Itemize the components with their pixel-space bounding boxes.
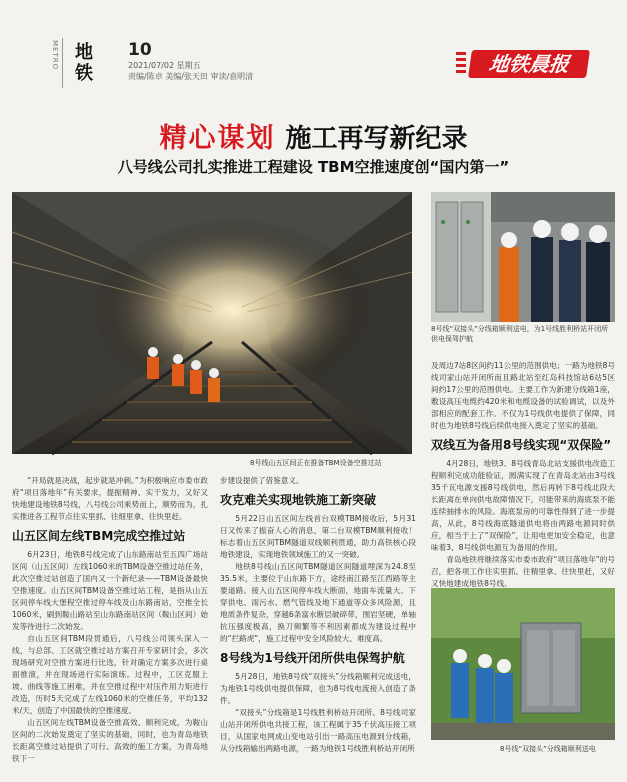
headline-red: 精心谋划 (159, 123, 276, 154)
paragraph: 5月28日，地铁8号线“双接头”分线箱顺利完成送电，为地铁1号线供电提供保障，也为8号线电流接入创造了条件。 (220, 672, 416, 705)
paragraph: 6月23日，地铁8号线完成了山东路南站至五四广场站区间（山五区间）左线1060米的TBM设备空推过站任务，此次空推过站创造了国内又一个新纪录——TBM设备最快空推速度。山五区间TBM设备空推过站工程，是指从山五区间停车线大堡程空推过停车线及山东路南站，空推全长1060米，刷到鞍山路站至山东路南站区间（鞍山区间）始发等待进行二次始发。 (12, 550, 208, 631)
page-number: 10 (128, 40, 152, 60)
paragraph: 4月28日，地铁3、8号线青岛北站支援供电改造工程顺利完成功能验证，圆满实现了在青岛北站由3号线35千瓦电源支援8号线供电，然后再转下8号线北段大长距离在单向供电故障情况下，可能带来的海底泵不能连续抽排水的风险。海底泵房的可靠性得到了进一步提高，从此，8号线海底隧道供电将由两路电源同时供应，相当于上了“双保险”，让用电更加安全稳定，也意味着3、8号线供电源互为备用的作用。 (431, 459, 615, 552)
paragraph: 地铁8号线山五区间TBM隧道区间隧道埋深为24.8至35.5米，主要位于山东路下方，途经南江路至江西路等主要道路。接入山五区间停车线大断面，地面车流量大。下穿供电、雨污水、燃气管线及地下通道等众多风险源，且地质条件复杂，穿越6条富水断层破碎带，围岩坚硬，单轴抗压强度极高，换刀频繁等不利因素都成为建设过程中的“拦路虎”，施工过程中安全风险较大、难度高。 (220, 562, 416, 643)
paragraph: 自山五区间TBM段贯通后，八号线公司领头深入一线，与总部、工区就空推过站方案召开专家研讨会，多次现场研究对空推方案进行比选，针对确定方案多次进行桌面推演，并在现场进行实际演练。过程中，工区克服上坡、曲线等施工困难，并在空推过程中对压件用力矩进行改造，历时5天完成了左线1060米的空推任务，平均132米/天，创造了中国最快的空推速度。 (12, 634, 208, 715)
photo-power-room (431, 192, 615, 322)
newspaper-logo: 地铁晨报 (468, 50, 590, 78)
paragraph: 山五区间左线TBM设备空推高效、顺利完成，为鞍山区间的二次始发奠定了坚实的基础，同时，也为青岛地铁长距离空推过站提供了可行、高效的施工方案，为青岛地铁下一 (12, 718, 208, 763)
main-photo-caption: 8号线山五区间正在推备TBM设备空推过站 (250, 459, 382, 467)
paragraph: 步建设提供了借鉴意义。 (220, 476, 304, 485)
intro-paragraph: “开局就是决战，起步就是冲刺。”为积极响应市委市政府“项目落地年”有关要求，提振精神、实干发力，又好又快地建设地铁8号线，八号线公司乘势而上，顺势而为，扎实推进各工程节点往实里抓、往细里拿、往快里赶。 (12, 476, 208, 521)
page-meta (128, 60, 253, 82)
section-badge (51, 38, 106, 88)
section-title-tbm: 山五区间左线TBM完成空推过站 (12, 529, 186, 543)
article-column-1 (12, 475, 208, 775)
section-label-cn: 地铁 (75, 42, 93, 84)
editors-line: 责编/陈卓 美编/张天田 审读/袁明清 (128, 72, 254, 81)
distribution-box-illustration (431, 588, 615, 740)
article-column-2 (220, 475, 416, 775)
photo-distribution-box (431, 588, 615, 740)
headline-black: 施工再写新纪录 (285, 124, 468, 154)
power-room-caption: 8号线“双接头”分线箱顺利送电，为1号线胜利桥站开闭所供电保驾护航 (431, 325, 609, 343)
article-column-3 (431, 360, 615, 588)
logo-stripes-decoration (456, 52, 466, 76)
distribution-box-caption: 8号线“双接头”分线箱顺利送电 (500, 745, 596, 753)
paragraph: “双接头”分线箱是1号线胜利桥站开闭所、8号线司家山站开闭所供电共接工程，该工程属于35千伏高压接工项目，从国家电网成山变电站引出一路高压电源到分线箱，从分线箱输出两路电源，一路为地铁1号线胜利桥站开闭所 (220, 708, 416, 753)
paragraph: 青岛地铁将继续落实市委市政府“项目落地年”的号召，把各项工作往实里抓、往精里拿、往快里赶，又好又快地建成地铁8号线。 (431, 555, 615, 588)
section-label-en: METRO (51, 40, 59, 71)
headline (0, 116, 627, 155)
section-title-breakthrough: 攻克难关实现地铁施工新突破 (220, 493, 377, 507)
page-header (0, 0, 627, 100)
paragraph: 5月22日山五区间左线首台双模TBM接收后，5月31日又传来了振奋人心的消息，第二台双模TBM顺利接收！标志着山五区间TBM隧道双线顺利贯通，助力高铁核心段地铁建设，实现地铁领域施工的又一突破。 (220, 514, 416, 559)
section-title-dual-backup: 双线互为备用8号线实现“双保险” (431, 438, 612, 452)
main-photo-tunnel (12, 192, 412, 454)
tunnel-illustration (12, 192, 412, 454)
power-room-illustration (431, 192, 615, 322)
subheadline: 八号线公司扎实推进工程建设 TBM空推速度创“国内第一” (117, 158, 510, 176)
date-line: 2021/07/02 星期五 (128, 61, 201, 70)
paragraph: 及周边7站8区间约11公里的范围供电；一路为地铁8号线司家山站开闭所而且路北站至红岛科技馆站6站5区间约17公里的范围供电。主要工作为新建分线箱1座，敷设高压电缆约420米和电缆设备的试验调试，以及外部相应的配套工作。不仅为1号线供电提供了保障，同时也为地铁8号线后续供电接入奠定了坚实的基础。 (431, 361, 615, 430)
section-title-power-supply: 8号线为1号线开闭所供电保驾护航 (220, 651, 405, 665)
